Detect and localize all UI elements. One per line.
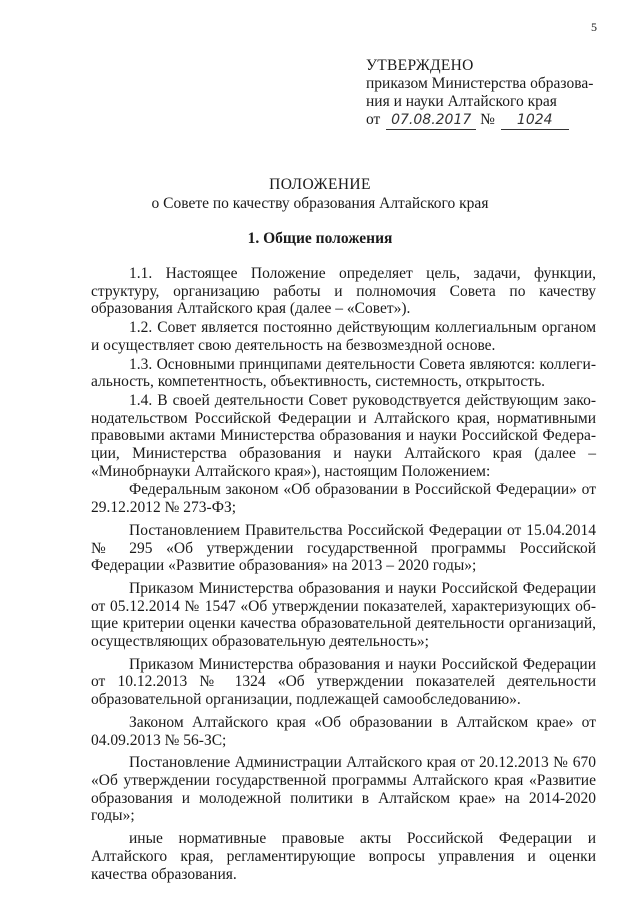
approval-date-handwritten: 07.08.2017 — [386, 111, 476, 130]
approval-number-handwritten: 1024 — [501, 111, 569, 130]
paragraph-1-2: 1.2. Совет является постоянно действующим коллегиальным органом и осуществляет свою деятельность на безвозмездной основе. — [91, 319, 596, 354]
document-title: ПОЛОЖЕНИЕ — [269, 176, 371, 193]
paragraph-1-3: 1.3. Основными принципами деятельности Совета являются: коллегиальность, компетентность, объективность, системность, открытость. — [91, 355, 596, 391]
approval-from-label: от — [366, 111, 381, 128]
approval-line-2: ния и науки Алтайского края — [366, 93, 557, 110]
paragraph-ministry-order-1547: Приказом Министерства образования и науки Российской Федерации от 05.12.2014 № 1547 «Об утверждении показателей, характеризующих общие критерии оценки качества образовательной деятельности организаций, осуществляющих образовательную деятельность»; — [91, 579, 596, 651]
paragraph-federal-law: Федеральным законом «Об образовании в Российской Федерации» от 29.12.2012 № 273-ФЗ; — [91, 481, 596, 517]
section-heading: 1. Общие положения — [247, 230, 393, 247]
paragraph-administration-decree: Постановление Администрации Алтайского края от 20.12.2013 № 670 «Об утверждении государственной программы Алтайского края «Развитие образования и молодежной политики в Алтайском крае» на 2014-2020 годы»; — [91, 754, 596, 825]
page-number: 5 — [591, 20, 597, 34]
approval-date-number-row — [366, 111, 606, 130]
approval-line-1: приказом Министерства образова- — [366, 75, 594, 92]
paragraph-other-acts: иные нормативные правовые акты Российской Федерации и Алтайского края, регламентирующие вопросы управления и оценки качества образования. — [91, 830, 596, 883]
paragraph-1-4: 1.4. В своей деятельности Совет руководствуется действующим законодательством Российской Федерации и Алтайского края, нормативными правовыми актами Министерства образования и науки Российской Федерации, Министерства образования и науки Алтайского края (далее – «Минобрнауки Алтайского края»), настоящим Положением: — [91, 391, 596, 480]
paragraph-ministry-order-1324: Приказом Министерства образования и науки Российской Федерации от 10.12.2013 № 1324 «Об утверждении показателей деятельности образовательной организации, подлежащей самообследованию». — [91, 655, 596, 709]
approval-stamp-block — [366, 57, 606, 130]
document-subtitle: о Совете по качеству образования Алтайского края — [151, 195, 489, 212]
paragraph-regional-law: Законом Алтайского края «Об образовании в Алтайском крае» от 04.09.2013 № 56-ЗС; — [91, 713, 596, 749]
section-body — [91, 265, 596, 884]
approval-title: УТВЕРЖДЕНО — [366, 57, 474, 74]
paragraph-government-decree: Постановлением Правительства Российской Федерации от 15.04.2014 № 295 «Об утверждении государственной программы Российской Федерации «Развитие образования» на 2013 – 2020 годы»; — [91, 521, 596, 575]
paragraph-1-1: 1.1. Настоящее Положение определяет цель, задачи, функции, структуру, организацию работы и полномочия Совета по качеству образования Алтайского края (далее – «Совет»). — [91, 265, 596, 318]
approval-number-label: № — [480, 111, 495, 128]
